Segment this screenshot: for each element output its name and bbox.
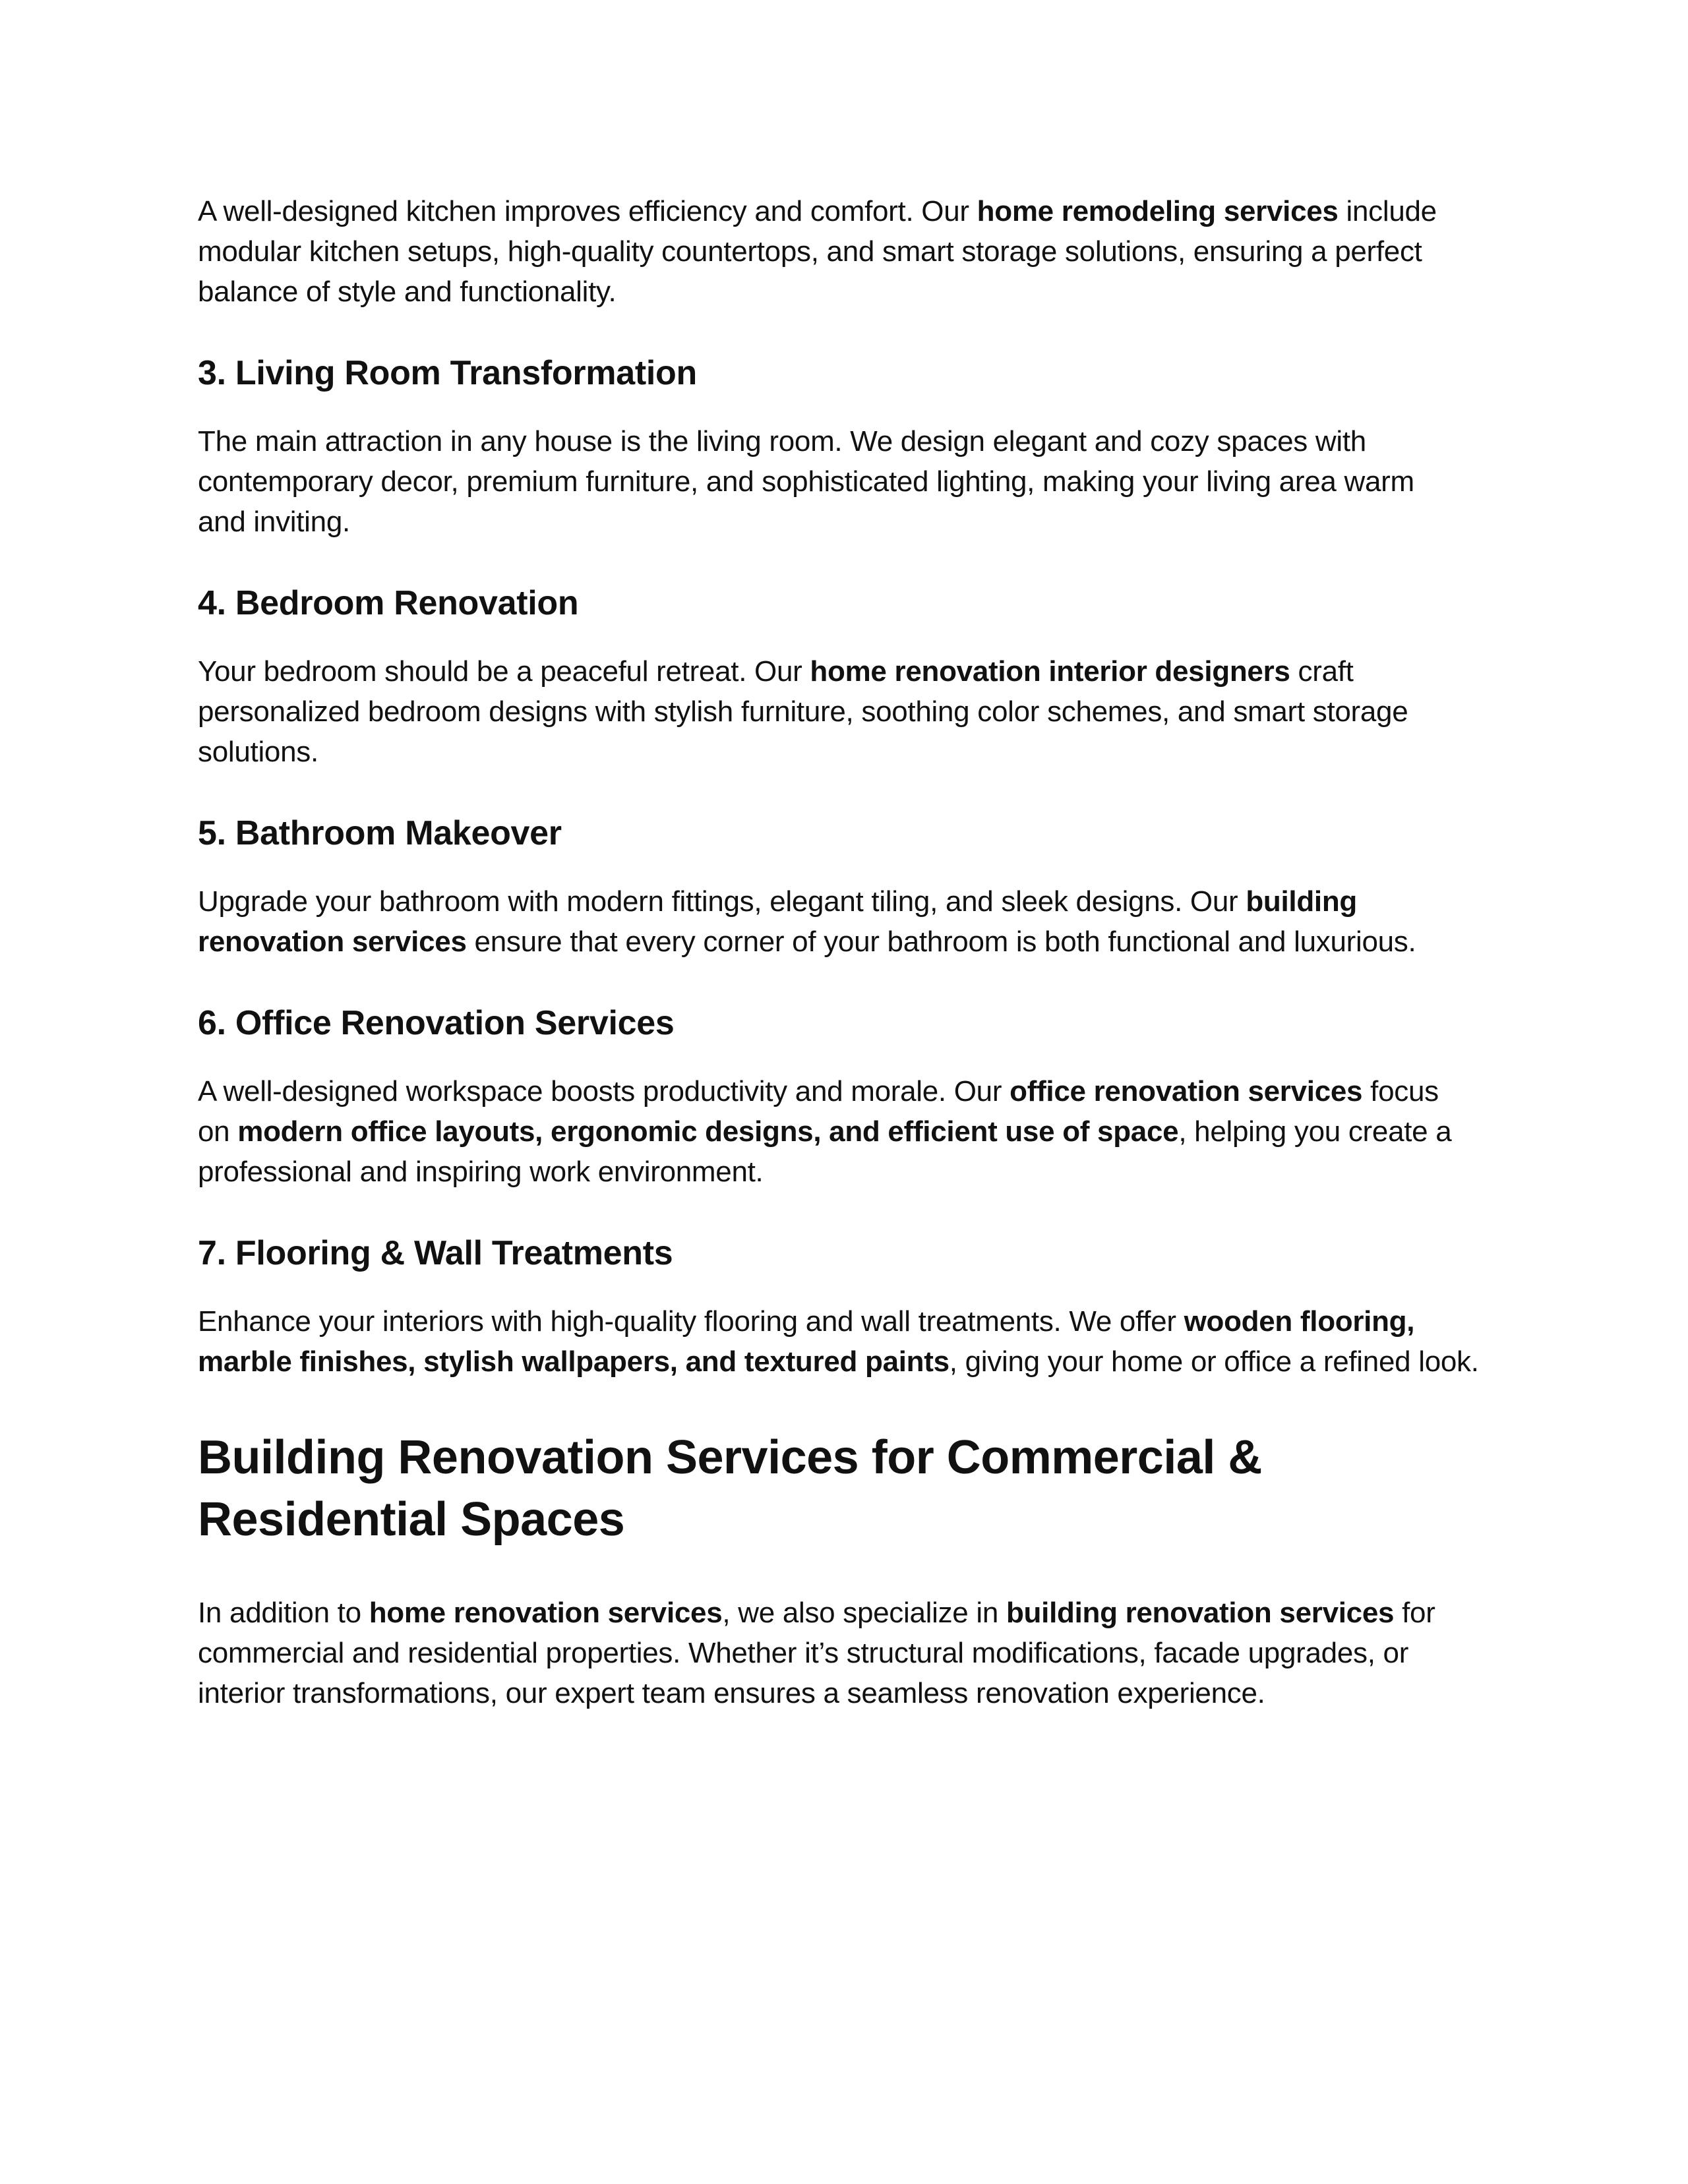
paragraph-text: for commercial and residential properties. Whether it’s structural modifications, facade upgrades, or interior transformations, our expert team ensures a seamless renovation experience. [198, 1597, 1435, 1709]
section-heading-office: 6. Office Renovation Services [198, 1004, 675, 1042]
living-room-paragraph: The main attraction in any house is the living room. We design elegant and cozy spaces with contemporary decor, premium furniture, and sophisticated lighting, making your living area warm and inviting. [198, 425, 1414, 538]
paragraph-text: Your bedroom should be a peaceful retreat. Our [198, 655, 810, 688]
paragraph-text: , helping you create a professional and inspiring work environment. [198, 1115, 1452, 1188]
kitchen-paragraph [198, 191, 1477, 312]
office-paragraph [198, 1071, 1470, 1192]
bold-phrase: wooden flooring, marble finishes, stylish wallpapers, and textured paints [198, 1305, 1415, 1378]
section-heading-building-renovation: Building Renovation Services for Commercial & Residential Spaces [198, 1431, 1262, 1546]
bold-phrase: building renovation services [198, 885, 1357, 958]
bold-phrase: home remodeling services [977, 195, 1339, 227]
paragraph-text: , giving your home or office a refined look. [949, 1345, 1479, 1378]
paragraph-text: A well-designed kitchen improves efficiency and comfort. Our [198, 195, 977, 227]
building-renovation-paragraph [198, 1593, 1490, 1713]
paragraph-text: craft personalized bedroom designs with stylish furniture, soothing color schemes, and smart storage solutions. [198, 655, 1408, 768]
paragraph-text: ensure that every corner of your bathroom is both functional and luxurious. [466, 926, 1416, 958]
bedroom-paragraph [198, 651, 1490, 772]
bathroom-paragraph [198, 881, 1451, 962]
bold-phrase: modern office layouts, ergonomic designs, and efficient use of space [237, 1115, 1179, 1148]
document-page [198, 191, 1503, 1713]
bold-phrase: home renovation interior designers [810, 655, 1290, 688]
bold-phrase: home renovation services [369, 1597, 723, 1629]
paragraph-text: A well-designed workspace boosts productivity and morale. Our [198, 1075, 1010, 1107]
section-heading-living-room: 3. Living Room Transformation [198, 354, 697, 392]
section-heading-bathroom: 5. Bathroom Makeover [198, 814, 562, 852]
paragraph-text: In addition to [198, 1597, 369, 1629]
bold-phrase: office renovation services [1010, 1075, 1363, 1107]
paragraph-text: focus on [198, 1075, 1439, 1148]
bold-phrase: building renovation services [1006, 1597, 1395, 1629]
paragraph-text: , we also specialize in [722, 1597, 1006, 1629]
section-heading-bedroom: 4. Bedroom Renovation [198, 584, 579, 622]
flooring-paragraph [198, 1301, 1490, 1382]
paragraph-text: Upgrade your bathroom with modern fittings, elegant tiling, and sleek designs. Our [198, 885, 1246, 918]
section-heading-flooring: 7. Flooring & Wall Treatments [198, 1234, 673, 1272]
paragraph-text: include modular kitchen setups, high-quality countertops, and smart storage solutions, ensuring a perfect balance of style and functionality. [198, 195, 1437, 308]
paragraph-text: Enhance your interiors with high-quality flooring and wall treatments. We offer [198, 1305, 1184, 1338]
